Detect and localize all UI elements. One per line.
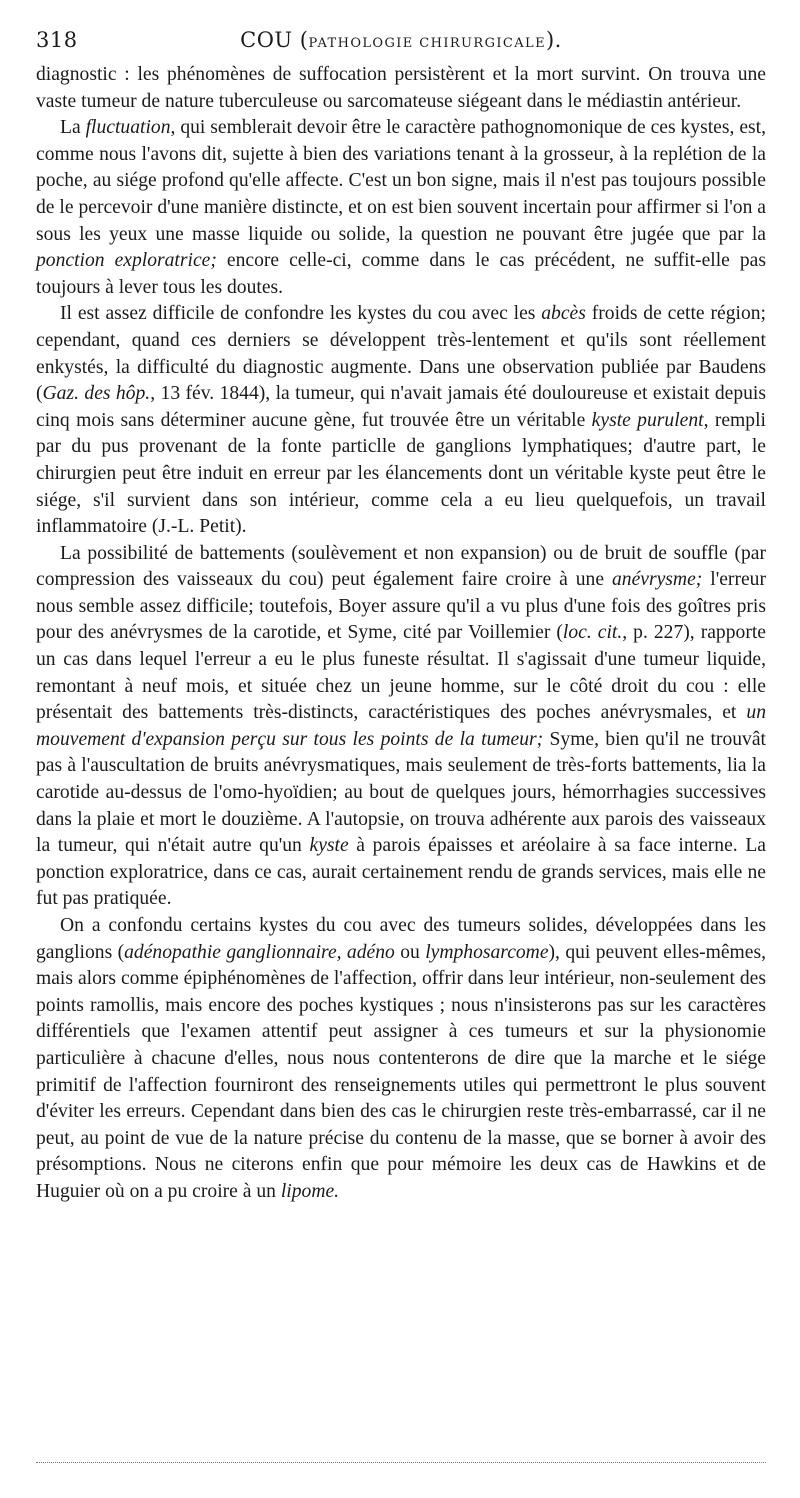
italic-text: un mouvement d'expansion perçu sur tous les points de la tumeur; <box>36 702 766 750</box>
text-segment: La <box>60 117 86 139</box>
text-segment: encore celle-ci, comme dans le cas précédent, ne suffit-elle pas toujours à lever tous les doutes. <box>36 250 766 298</box>
italic-text: adénopathie ganglionnaire, adéno <box>124 941 395 963</box>
text-segment: ou <box>394 941 426 963</box>
paragraph <box>36 913 766 1206</box>
italic-text: ponction exploratrice; <box>36 250 217 272</box>
running-title <box>36 28 766 52</box>
italic-text: Gaz. des hôp. <box>42 383 151 405</box>
text-segment: Syme, bien qu'il ne trouvât pas à l'auscultation de bruits anévrysmatiques, mais seulement de très-forts battements, lia la carotide au-dessus de l'omo-hyoïdien; au bout de quelques jours, hémorrhagies successives dans la plaie et mort le douzième. A l'autopsie, on trouva adhérente aux parois des vaisseaux la tumeur, qui n'était autre qu'un <box>36 728 766 857</box>
italic-text: abcès <box>541 303 586 325</box>
text-segment: l'erreur nous semble assez difficile; toutefois, Boyer assure qu'il a vu plus d'une fois des goîtres pris pour des anévrysmes de la carotide, et Syme, cité par Voillemier ( <box>36 569 766 644</box>
page-header <box>36 28 766 62</box>
italic-text: kyste purulent <box>591 409 704 431</box>
document-page <box>36 28 766 1206</box>
running-title-paren-close: ). <box>545 28 562 52</box>
bottom-divider <box>36 1462 766 1463</box>
italic-text: lipome. <box>280 1180 340 1202</box>
italic-text: anévrysme; <box>611 569 703 591</box>
text-segment: Il est assez difficile de confondre les kystes du cou avec les <box>60 303 542 325</box>
italic-text: kyste <box>309 835 349 857</box>
italic-text: fluctuation <box>85 117 171 139</box>
paragraph <box>36 301 766 540</box>
text-segment: froids de cette région; cependant, quand ces derniers se développent très-lentement et qu'ils sont réellement enkystés, la difficulté du diagnostic augmente. Dans une observation publiée par Baudens ( <box>36 303 766 405</box>
text-segment: ), qui peuvent elles-mêmes, mais alors comme épiphénomènes de l'affection, offrir dans leur intérieur, non-seulement des points ramollis, mais encore des poches kystiques ; nous n'insisterons pas sur les caractères différentiels que l'examen attentif peut assigner à ces tumeurs et sur la physionomie particulière à chacune d'elles, nous nous contenterons de dire que la marche et le siége primitif de l'affection fourniront des renseignements utiles qui permettront le plus souvent d'éviter les erreurs. Cependant dans bien des cas le chirurgien reste très-embarrassé, car il ne peut, au point de vue de la nature précise du contenu de la masse, que se borner à avoir des présomptions. Nous ne citerons enfin que pour mémoire les deux cas de Hawkins et de Huguier où on a pu croire à un <box>36 941 766 1202</box>
text-segment: , rempli par du pus provenant de la fonte particlle de ganglions lymphatiques; d'autre part, le chirurgien peut être induit en erreur par les élancements dont un véritable kyste peut être le siége, s'il survient dans son intérieur, comme cela a eu lieu quelquefois, un travail inflammatoire (J.-L. Petit). <box>36 409 766 538</box>
paragraph <box>36 62 766 115</box>
italic-text: lymphosarcome <box>425 941 549 963</box>
italic-text: loc. cit. <box>562 622 623 644</box>
text-segment: On a confondu certains kystes du cou avec des tumeurs solides, développées dans les ganglions ( <box>36 915 766 963</box>
running-title-paren-open: ( <box>292 28 309 52</box>
paragraph <box>36 115 766 301</box>
text-segment: , qui semblerait devoir être le caractère pathognomonique de ces kystes, est, comme nous l'avons dit, sujette à bien des variations tenant à la grosseur, à la replétion de la poche, au siége profond qu'elle affecte. C'est un bon signe, mais il n'est pas toujours possible de le percevoir d'une manière distincte, et on est bien souvent incertain pour affirmer si l'on a sous les yeux une masse liquide ou solide, la question ne pouvant être jugée que par la <box>36 117 766 245</box>
text-segment: , p. 227), rapporte un cas dans lequel l'erreur a eu le plus funeste résultat. Il s'agissait d'une tumeur liquide, remontant à neuf mois, et située chez un jeune homme, sur le côté droit du cou : elle présentait des battements très-distincts, caractéristiques des poches anévrysmales, et <box>36 622 766 724</box>
text-segment: diagnostic : les phénomènes de suffocation persistèrent et la mort survint. On trouva une vaste tumeur de nature tuberculeuse ou sarcomateuse siégeant dans le médiastin antérieur. <box>36 64 766 112</box>
page-number: 318 <box>36 28 78 52</box>
body-text <box>36 62 766 1206</box>
paragraph <box>36 541 766 913</box>
running-title-subtitle: PATHOLOGIE CHIRURGICALE <box>308 36 546 51</box>
text-segment: à parois épaisses et aréolaire à sa face interne. La ponction exploratrice, dans ce cas, aurait certainement rendu de grands services, mais elle ne fut pas pratiquée. <box>36 835 766 910</box>
text-segment: La possibilité de battements (soulèvement et non expansion) ou de bruit de souffle (par compression des vaisseaux du cou) peut également faire croire à une <box>36 542 766 591</box>
running-title-main: COU <box>240 28 293 52</box>
text-segment: , 13 fév. 1844), la tumeur, qui n'avait jamais été douloureuse et existait depuis cinq mois sans déterminer aucune gène, fut trouvée être un véritable <box>36 383 766 431</box>
